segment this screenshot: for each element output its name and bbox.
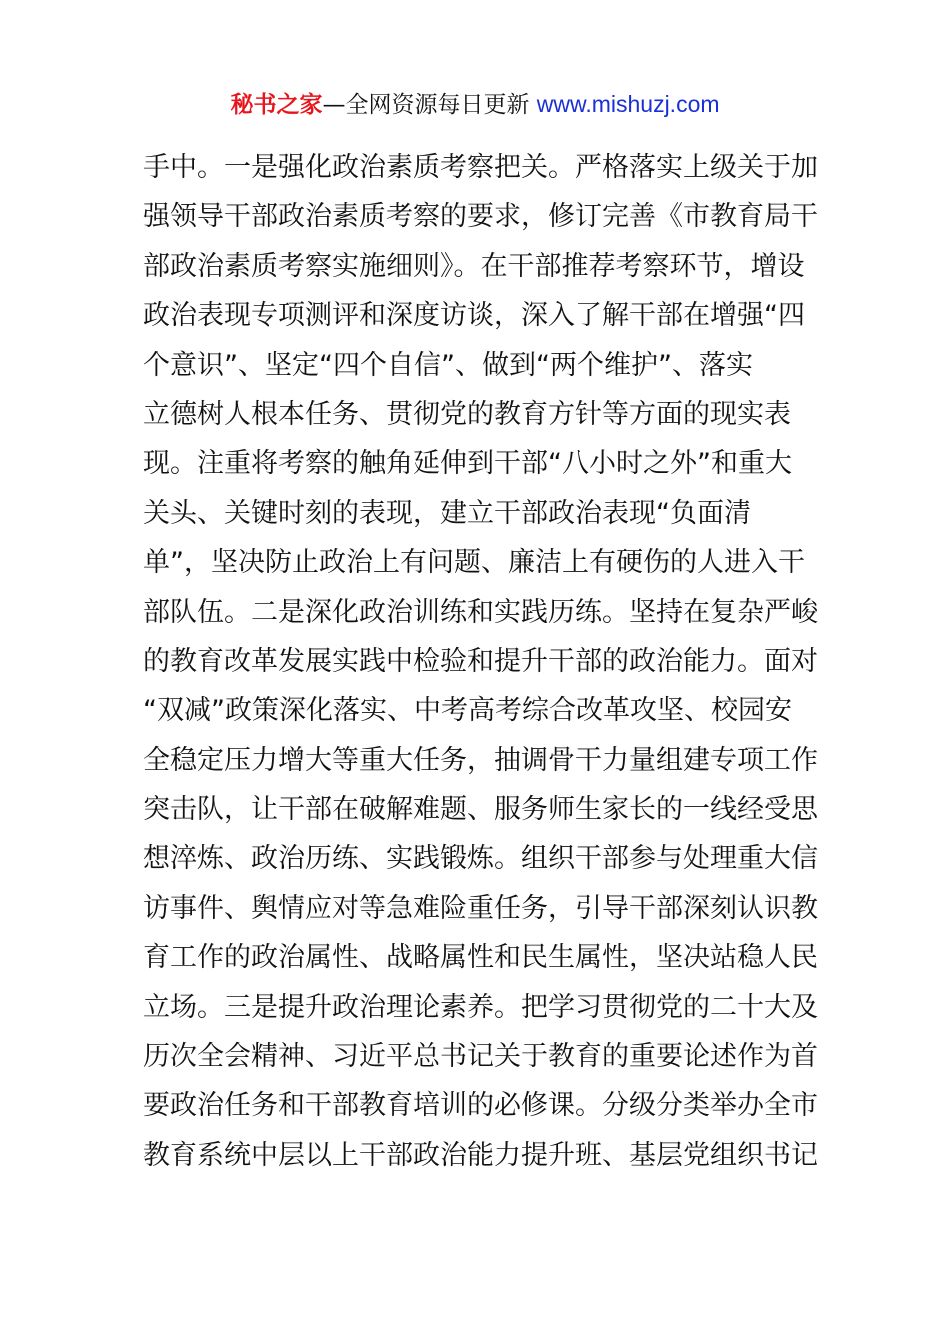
text-line: 部政治素质考察实施细则》。在干部推荐考察环节，增设 (143, 250, 805, 282)
text-line: 育工作的政治属性、战略属性和民生属性，坚决站稳人民 (143, 942, 818, 974)
text-line: 个意识”、坚定“四个自信”、做到“两个维护”、落实 (143, 349, 753, 381)
text-line: 历次全会精神、习近平总书记关于教育的重要论述作为首 (143, 1041, 818, 1073)
body-text (143, 143, 823, 1180)
page-header (0, 86, 950, 123)
header-tagline: —全网资源每日更新 (322, 92, 537, 118)
text-line: 立场。三是提升政治理论素养。把学习贯彻党的二十大及 (143, 991, 818, 1023)
text-line: 现。注重将考察的触角延伸到干部“八小时之外”和重大 (143, 448, 792, 480)
text-line: 访事件、舆情应对等急难险重任务，引导干部深刻认识教 (143, 892, 818, 924)
site-url-link[interactable]: www.mishuzj.com (536, 91, 720, 117)
text-line: 强领导干部政治素质考察的要求，修订完善《市教育局干 (143, 201, 818, 233)
text-line: 关头、关键时刻的表现，建立干部政治表现“负面清 (143, 497, 751, 529)
text-line: 突击队，让干部在破解难题、服务师生家长的一线经受思 (143, 794, 818, 826)
brand-name: 秘书之家 (230, 92, 323, 118)
text-line: 要政治任务和干部教育培训的必修课。分级分类举办全市 (143, 1090, 818, 1122)
text-line: 的教育改革发展实践中检验和提升干部的政治能力。面对 (143, 645, 818, 677)
text-line: “双减”政策深化落实、中考高考综合改革攻坚、校园安 (143, 695, 792, 727)
text-line: 全稳定压力增大等重大任务，抽调骨干力量组建专项工作 (143, 744, 818, 776)
text-line: 单”，坚决防止政治上有问题、廉洁上有硬伤的人进入干 (143, 547, 805, 579)
text-line: 手中。一是强化政治素质考察把关。严格落实上级关于加 (143, 152, 818, 183)
text-line: 立德树人根本任务、贯彻党的教育方针等方面的现实表 (143, 398, 791, 430)
text-line: 部队伍。二是深化政治训练和实践历练。坚持在复杂严峻 (143, 596, 818, 628)
text-line: 教育系统中层以上干部政治能力提升班、基层党组织书记 (143, 1139, 818, 1171)
text-line: 政治表现专项测评和深度访谈，深入了解干部在增强“四 (143, 300, 805, 332)
text-line: 想淬炼、政治历练、实践锻炼。组织干部参与处理重大信 (143, 843, 818, 875)
